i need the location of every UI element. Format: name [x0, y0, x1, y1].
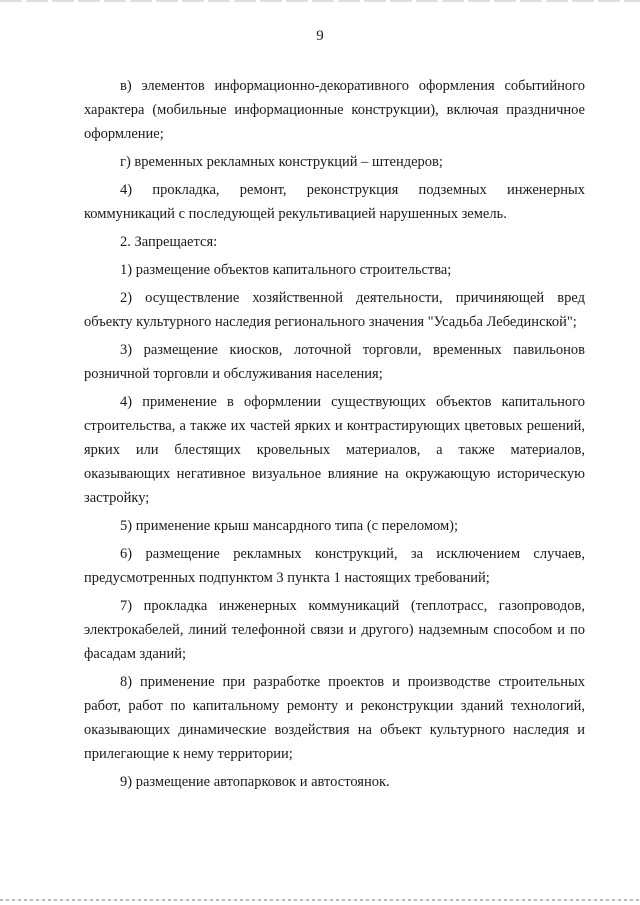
- paragraph-prohibited-9: 9) размещение автопарковок и автостоянок.: [120, 774, 390, 790]
- scan-edge-bottom: [0, 899, 640, 901]
- paragraph-prohibited-4: 4) применение в оформлении существующих объектов капитального строительства, а также их частей ярких и контрастирующих цветовых решений, ярких или блестящих кровельных материалов, а также материалов, оказывающих негативное визуальное влияние на окружающую историческую застройку;: [84, 394, 585, 506]
- paragraph-item-v: в) элементов информационно-декоративного оформления событийного характера (мобильные информационные конструкции), включая праздничное оформление;: [84, 78, 585, 142]
- paragraph-prohibited-5: 5) применение крыш мансардного типа (с переломом);: [120, 518, 458, 534]
- paragraph-prohibited-1: 1) размещение объектов капитального строительства;: [120, 262, 452, 278]
- paragraph-item-g: г) временных рекламных конструкций – штендеров;: [120, 154, 443, 170]
- document-body: [84, 74, 585, 794]
- paragraph-prohibited-6: 6) размещение рекламных конструкций, за исключением случаев, предусмотренных подпунктом 3 пункта 1 настоящих требований;: [84, 546, 585, 586]
- page-number: 9: [316, 28, 324, 44]
- paragraph-prohibited-2: 2) осуществление хозяйственной деятельности, причиняющей вред объекту культурного наследия регионального значения "Усадьба Лебединской";: [84, 290, 585, 330]
- paragraph-prohibited-7: 7) прокладка инженерных коммуникаций (теплотрасс, газопроводов, электрокабелей, линий телефонной связи и другого) надземным способом и по фасадам зданий;: [84, 598, 585, 662]
- paragraph-prohibited-3: 3) размещение киосков, лоточной торговли, временных павильонов розничной торговли и обслуживания населения;: [84, 342, 585, 382]
- scan-edge-top: [0, 0, 640, 2]
- paragraph-prohibited-8: 8) применение при разработке проектов и производстве строительных работ, работ по капитальному ремонту и реконструкции зданий технологий, оказывающих динамические воздействия на объект культурного наследия и прилегающие к нему территории;: [84, 674, 585, 762]
- section-heading-prohibited: 2. Запрещается:: [120, 234, 218, 250]
- paragraph-item-4-laying: 4) прокладка, ремонт, реконструкция подземных инженерных коммуникаций с последующей рекультивацией нарушенных земель.: [84, 182, 585, 222]
